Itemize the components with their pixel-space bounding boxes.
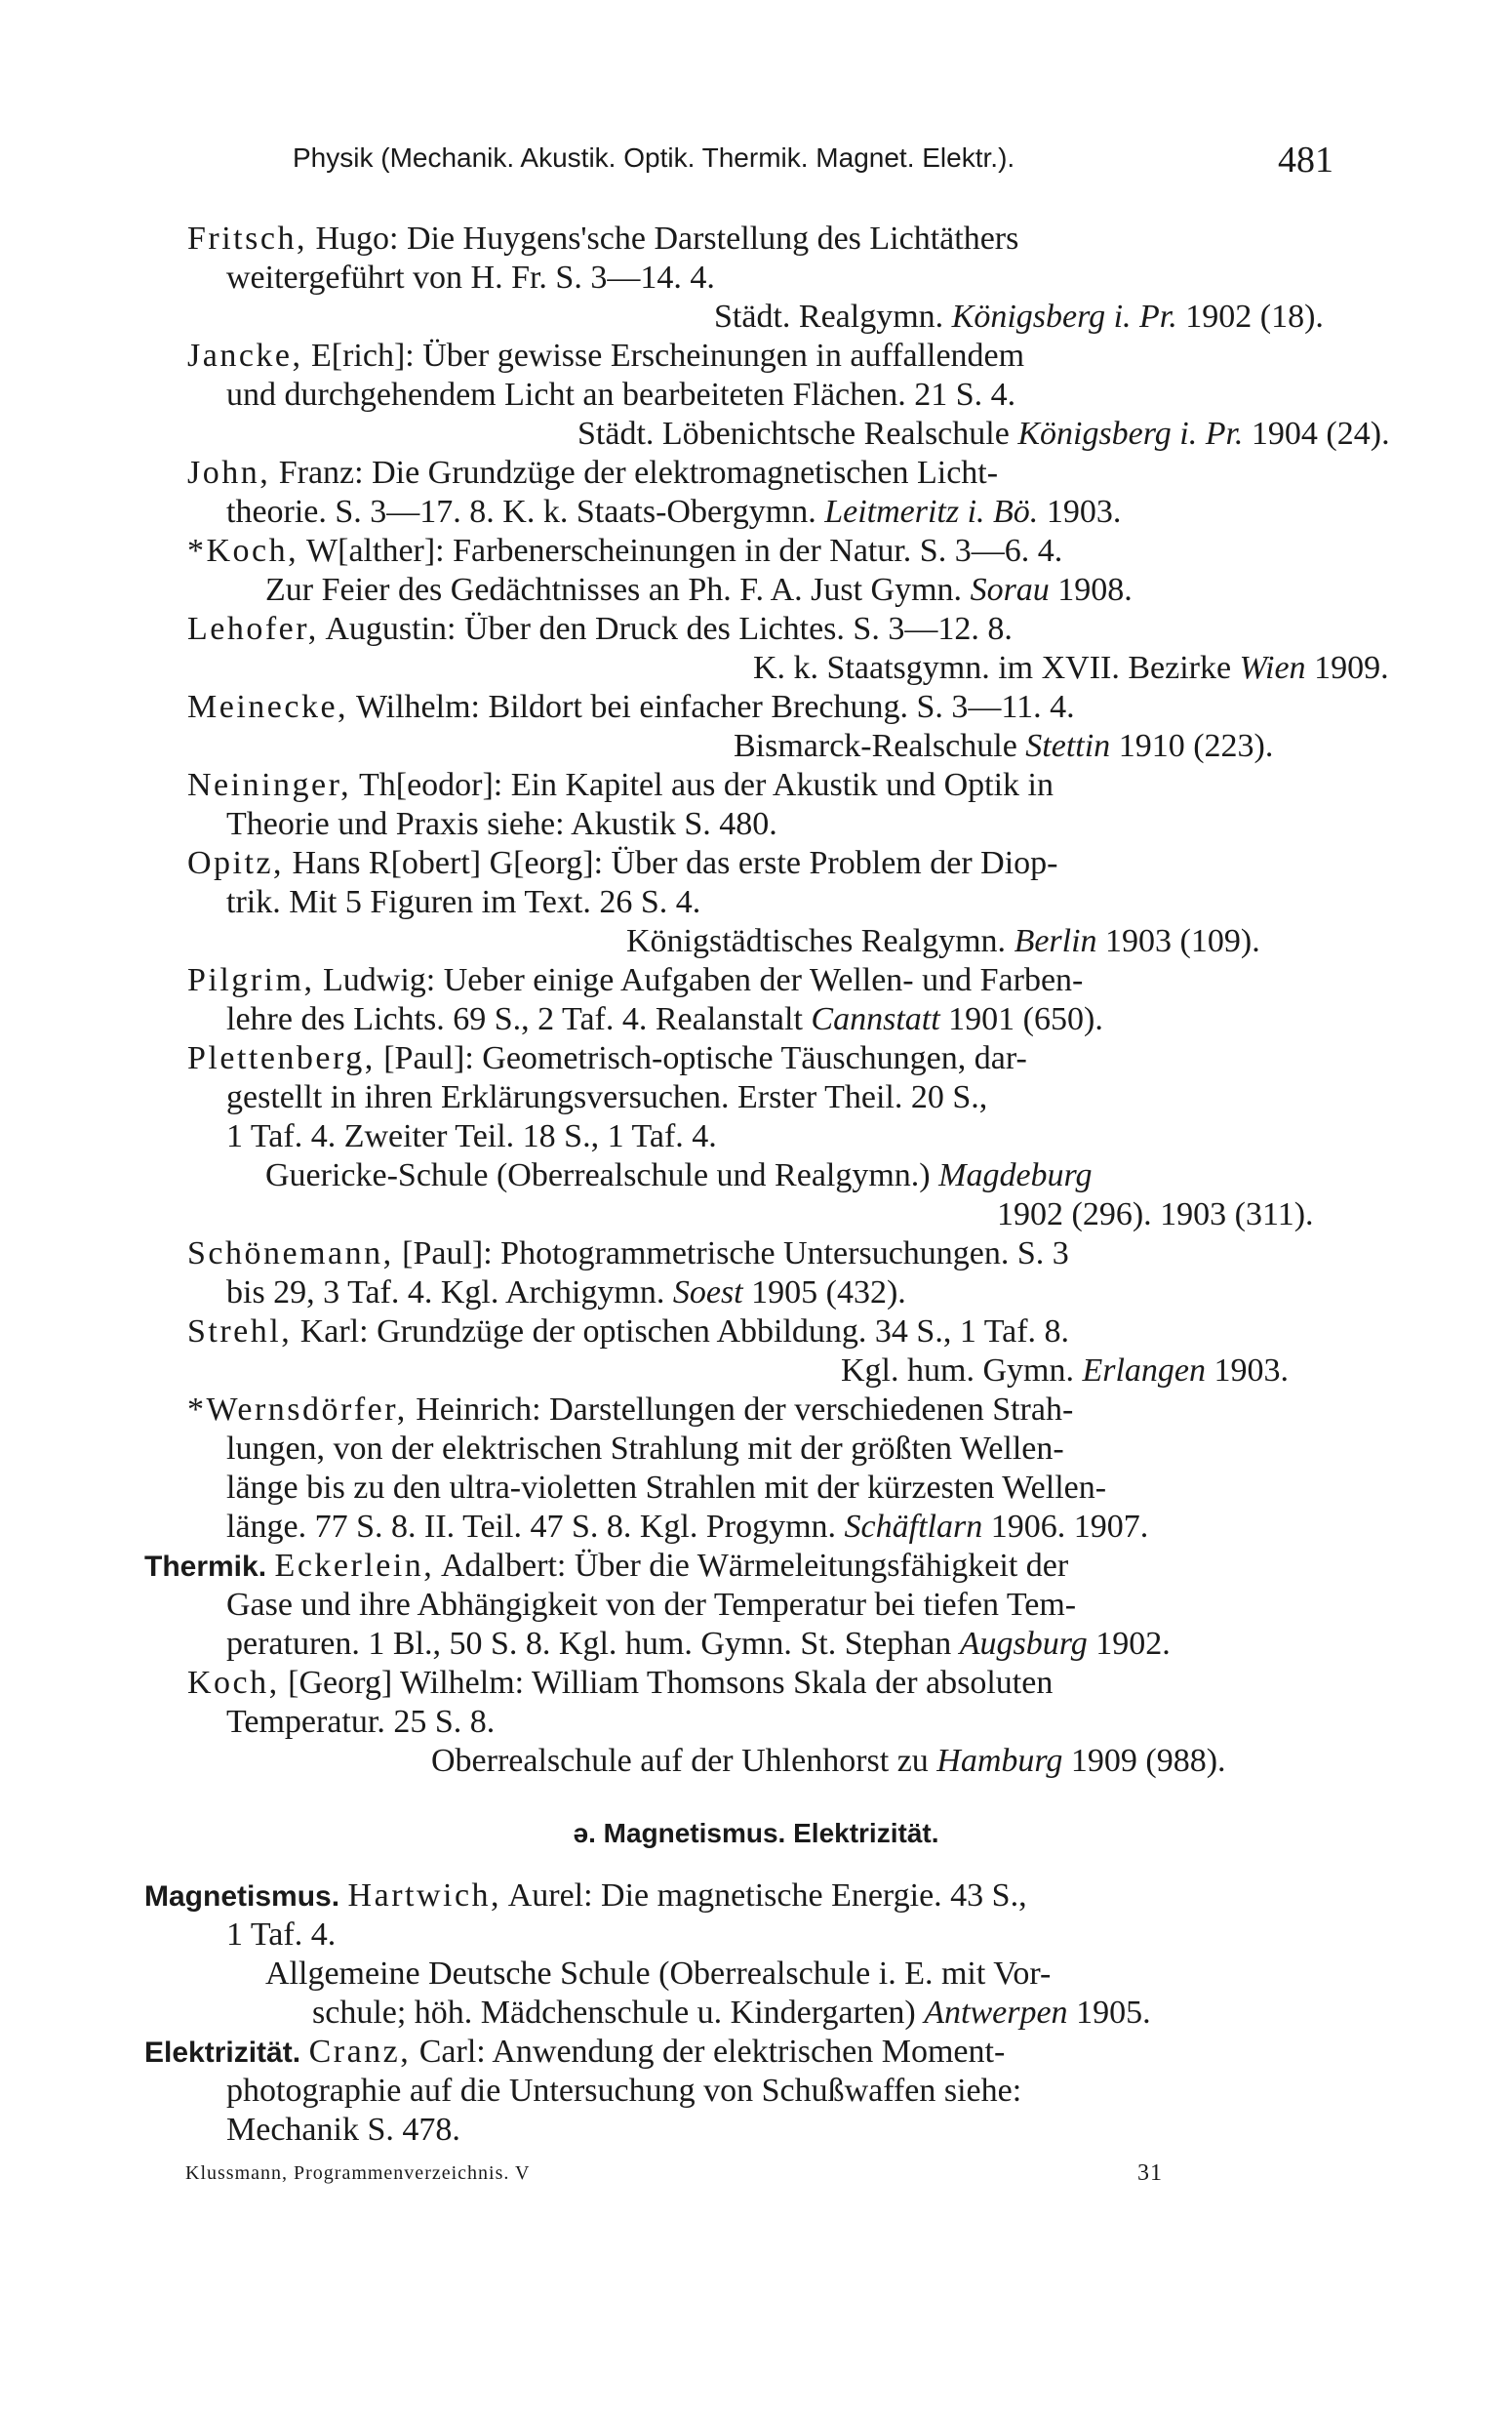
page-number: 481 [1278, 140, 1333, 181]
author-name: Eckerlein, [274, 1548, 435, 1584]
entry-koch-walther-line1: *Koch, W[alther]: Farbenerscheinungen in der Natur. S. 3—6. 4. [187, 533, 1063, 569]
entry-jancke-line2: und durchgehendem Licht an bearbeiteten Flächen. 21 S. 4. [226, 377, 1016, 413]
section-label-thermik: Thermik. [144, 1551, 267, 1583]
author-name: Cranz, [308, 2034, 412, 2070]
author-name: Koch, [187, 1665, 280, 1701]
city: Hamburg [936, 1743, 1063, 1779]
section-label-magnetismus: Magnetismus. [144, 1880, 340, 1913]
entry-cranz-line2: photographie auf die Untersuchung von Schußwaffen siehe: [226, 2073, 1022, 2109]
city: Stettin [1025, 728, 1111, 764]
entry-plettenberg-school: Guericke-Schule (Oberrealschule und Realgymn.) Magdeburg [265, 1157, 1093, 1193]
entry-plettenberg-line3: 1 Taf. 4. Zweiter Teil. 18 S., 1 Taf. 4. [226, 1118, 717, 1154]
author-name: John, [187, 455, 271, 491]
entry-schoenemann-line1: Schönemann, [Paul]: Photogrammetrische Untersuchungen. S. 3 [187, 1235, 1069, 1271]
entry-eckerlein-line1: Thermik. Eckerlein, Adalbert: Über die Wärmeleitungsfähigkeit der [144, 1548, 1069, 1584]
entry-opitz-line1: Opitz, Hans R[obert] G[eorg]: Über das erste Problem der Diop- [187, 845, 1058, 881]
author-name: *Koch, [187, 533, 299, 569]
author-name: Neininger, [187, 767, 352, 803]
city: Augsburg [959, 1626, 1088, 1662]
entry-fritsch-line2: weitergeführt von H. Fr. S. 3—14. 4. [226, 260, 715, 296]
entry-opitz-line2: trik. Mit 5 Figuren im Text. 26 S. 4. [226, 884, 701, 920]
entry-eckerlein-line2: Gase und ihre Abhängigkeit von der Temperatur bei tiefen Tem- [226, 1587, 1077, 1623]
author-name: Schönemann, [187, 1235, 394, 1271]
entry-lehofer-line1: Lehofer, Augustin: Über den Druck des Lichtes. S. 3—12. 8. [187, 611, 1013, 647]
entry-fritsch-school: Städt. Realgymn. Königsberg i. Pr. 1902 (18). [714, 299, 1324, 335]
author-name: Strehl, [187, 1313, 293, 1350]
entry-meinecke-school: Bismarck-Realschule Stettin 1910 (223). [734, 728, 1274, 764]
entry-hartwich-line3: Allgemeine Deutsche Schule (Oberrealschule i. E. mit Vor- [265, 1956, 1052, 1992]
entry-john-line2: theorie. S. 3—17. 8. K. k. Staats-Obergymn. Leitmeritz i. Bö. 1903. [226, 494, 1122, 530]
author-name: Pilgrim, [187, 962, 315, 998]
author-name: Jancke, [187, 338, 303, 374]
entry-neininger-line1: Neininger, Th[eodor]: Ein Kapitel aus der Akustik und Optik in [187, 767, 1054, 803]
city: Antwerpen [924, 1995, 1068, 2031]
author-name: Hartwich, [347, 1877, 502, 1914]
entry-strehl-school: Kgl. hum. Gymn. Erlangen 1903. [841, 1352, 1289, 1389]
entry-wernsdoerfer-line4: länge. 77 S. 8. II. Teil. 47 S. 8. Kgl. Progymn. Schäftlarn 1906. 1907. [226, 1509, 1149, 1545]
entry-jancke-school: Städt. Löbenichtsche Realschule Königsberg i. Pr. 1904 (24). [577, 416, 1390, 452]
author-name: Plettenberg, [187, 1040, 376, 1076]
city: Schäftlarn [844, 1509, 983, 1545]
entry-neininger-line2: Theorie und Praxis siehe: Akustik S. 480. [226, 806, 777, 842]
city: Berlin [1014, 923, 1097, 959]
city: Sorau [970, 572, 1050, 608]
entry-hartwich-school: schule; höh. Mädchenschule u. Kindergarten) Antwerpen 1905. [312, 1995, 1151, 2031]
city: Wien [1239, 650, 1306, 686]
entry-wernsdoerfer-line2: lungen, von der elektrischen Strahlung mit der größten Wellen- [226, 1431, 1064, 1467]
city: Soest [672, 1274, 743, 1311]
footer-publisher: Klussmann, Programmenverzeichnis. V [185, 2162, 531, 2184]
author-name: Opitz, [187, 845, 285, 881]
city: Leitmeritz i. Bö. [824, 494, 1039, 530]
entry-hartwich-line1: Magnetismus. Hartwich, Aurel: Die magnetische Energie. 43 S., [144, 1877, 1027, 1914]
entry-fritsch-line1: Fritsch, Hugo: Die Huygens'sche Darstellung des Lichtäthers [187, 221, 1019, 257]
author-name: Lehofer, [187, 611, 319, 647]
entry-cranz-line1: Elektrizität. Cranz, Carl: Anwendung der elektrischen Moment- [144, 2034, 1006, 2070]
entry-wernsdoerfer-line1: *Wernsdörfer, Heinrich: Darstellungen der verschiedenen Strah- [187, 1392, 1074, 1428]
city: Cannstatt [811, 1001, 940, 1037]
entry-lehofer-school: K. k. Staatsgymn. im XVII. Bezirke Wien 1909. [753, 650, 1389, 686]
header-title: Physik (Mechanik. Akustik. Optik. Thermik. Magnet. Elektr.). [293, 142, 1015, 173]
city: Königsberg i. Pr. [1017, 416, 1244, 452]
entry-koch-georg-line2: Temperatur. 25 S. 8. [226, 1704, 496, 1740]
entry-koch-georg-school: Oberrealschule auf der Uhlenhorst zu Hamburg 1909 (988). [431, 1743, 1226, 1779]
city: Erlangen [1082, 1352, 1206, 1389]
author-name: Fritsch, [187, 221, 307, 257]
city: Magdeburg [938, 1157, 1093, 1193]
entry-pilgrim-line2: lehre des Lichts. 69 S., 2 Taf. 4. Realanstalt Cannstatt 1901 (650). [226, 1001, 1103, 1037]
entry-plettenberg-line1: Plettenberg, [Paul]: Geometrisch-optische Täuschungen, dar- [187, 1040, 1027, 1076]
entry-schoenemann-line2: bis 29, 3 Taf. 4. Kgl. Archigymn. Soest 1905 (432). [226, 1274, 906, 1311]
city: Königsberg i. Pr. [951, 299, 1177, 335]
entry-opitz-school: Königstädtisches Realgymn. Berlin 1903 (109). [626, 923, 1260, 959]
entry-plettenberg-years: 1902 (296). 1903 (311). [997, 1196, 1314, 1232]
entry-cranz-line3: Mechanik S. 478. [226, 2112, 460, 2148]
section-label-elektrizitaet: Elektrizität. [144, 2037, 301, 2069]
entry-wernsdoerfer-line3: länge bis zu den ultra-violetten Strahlen mit der kürzesten Wellen- [226, 1470, 1107, 1506]
entry-hartwich-line2: 1 Taf. 4. [226, 1916, 337, 1953]
entry-jancke-line1: Jancke, E[rich]: Über gewisse Erscheinungen in auffallendem [187, 338, 1025, 374]
footer-signature-number: 31 [1137, 2160, 1163, 2186]
entry-koch-walther-school: Zur Feier des Gedächtnisses an Ph. F. A. Just Gymn. Sorau 1908. [265, 572, 1133, 608]
entry-plettenberg-line2: gestellt in ihren Erklärungsversuchen. Erster Theil. 20 S., [226, 1079, 988, 1115]
entry-koch-georg-line1: Koch, [Georg] Wilhelm: William Thomsons Skala der absoluten [187, 1665, 1054, 1701]
subsection-heading: ǝ. Magnetismus. Elektrizität. [573, 1818, 939, 1848]
entry-pilgrim-line1: Pilgrim, Ludwig: Ueber einige Aufgaben der Wellen- und Farben- [187, 962, 1084, 998]
entry-john-line1: John, Franz: Die Grundzüge der elektromagnetischen Licht- [187, 455, 999, 491]
author-name: Meinecke, [187, 689, 349, 725]
running-header [293, 140, 1366, 181]
entry-strehl-line1: Strehl, Karl: Grundzüge der optischen Abbildung. 34 S., 1 Taf. 8. [187, 1313, 1070, 1350]
author-name: *Wernsdörfer, [187, 1392, 408, 1428]
entry-meinecke-line1: Meinecke, Wilhelm: Bildort bei einfacher Brechung. S. 3—11. 4. [187, 689, 1075, 725]
entry-eckerlein-line3: peraturen. 1 Bl., 50 S. 8. Kgl. hum. Gymn. St. Stephan Augsburg 1902. [226, 1626, 1171, 1662]
